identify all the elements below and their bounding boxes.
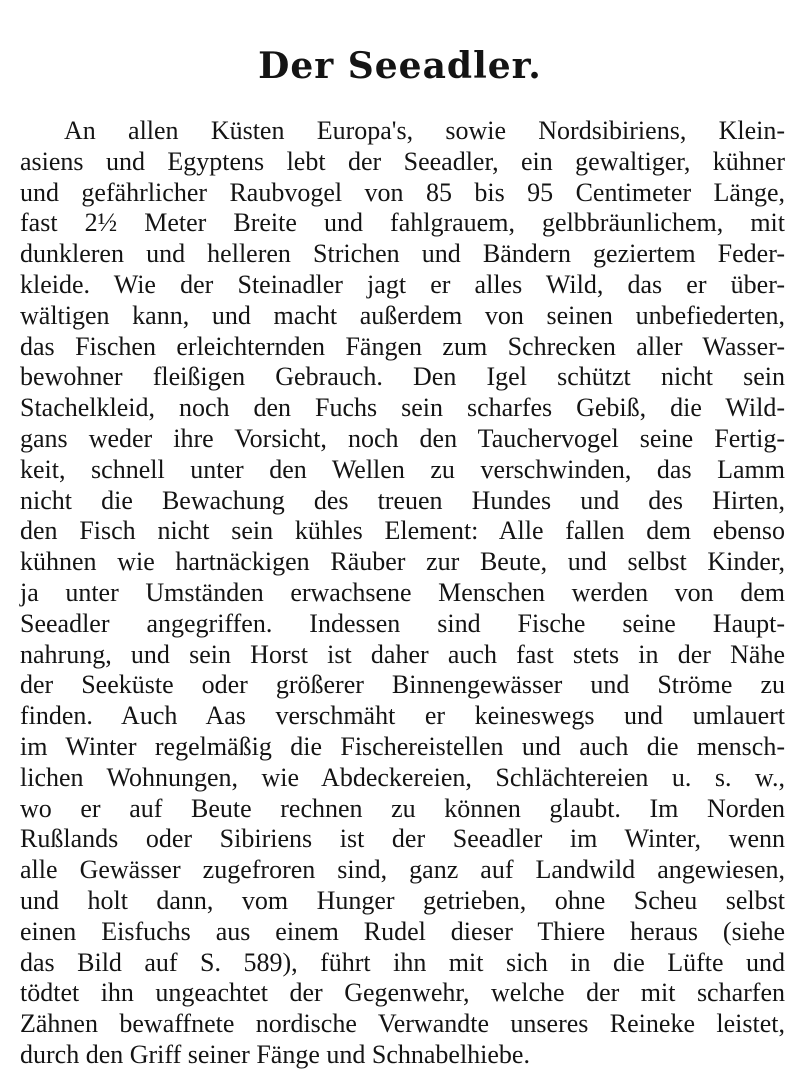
text-line: kühnen wie hartnäckigen Räuber zur Beute, und selbst Kinder, [20,547,785,577]
text-line: lichen Wohnungen, wie Abdeckereien, Schlächtereien u. s. w., [20,762,785,792]
text-line: das Bild auf S. 589), führt ihn mit sich in die Lüfte und [20,947,785,977]
text-line: nicht die Bewachung des treuen Hundes und des Hirten, [20,485,785,515]
text-line: im Winter regelmäßig die Fischereistellen und auch die mensch- [20,731,785,761]
text-line: das Fischen erleichternden Fängen zum Schrecken aller Wasser- [20,331,785,361]
text-line: dunkleren und helleren Strichen und Bändern geziertem Feder- [20,239,785,269]
text-line: tödtet ihn ungeachtet der Gegenwehr, welche der mit scharfen [20,978,785,1008]
text-line: finden. Auch Aas verschmäht er keineswegs und umlauert [20,701,785,731]
text-line: gans weder ihre Vorsicht, noch den Tauchervogel seine Fertig- [20,423,785,453]
text-line: wo er auf Beute rechnen zu können glaubt. Im Norden [20,793,785,823]
text-line: nahrung, und sein Horst ist daher auch fast stets in der Nähe [20,639,785,669]
text-line: und gefährlicher Raubvogel von 85 bis 95 Centimeter Länge, [20,177,785,207]
text-line: alle Gewässer zugefroren sind, ganz auf Landwild angewiesen, [20,855,785,885]
text-line: bewohner fleißigen Gebrauch. Den Igel schützt nicht sein [20,362,785,392]
body-paragraph [20,116,785,1071]
text-line: fast 2½ Meter Breite und fahlgrauem, gelbbräunlichem, mit [20,208,785,238]
text-line: ja unter Umständen erwachsene Menschen werden von dem [20,577,785,607]
text-line: An allen Küsten Europa's, sowie Nordsibiriens, Klein- [64,116,785,145]
text-line: Seeadler angegriffen. Indessen sind Fische seine Haupt- [20,608,785,638]
page-title: Der Seeadler. [258,45,542,88]
text-line: der Seeküste oder größerer Binnengewässer und Ströme zu [20,670,785,700]
text-line: kleide. Wie der Steinadler jagt er alles Wild, das er über- [20,269,785,299]
text-line: Rußlands oder Sibiriens ist der Seeadler im Winter, wenn [20,824,785,854]
text-line: wältigen kann, und macht außerdem von seinen unbefiederten, [20,300,785,330]
text-line: Stachelkleid, noch den Fuchs sein scharfes Gebiß, die Wild- [20,393,785,423]
text-line: und holt dann, vom Hunger getrieben, ohne Scheu selbst [20,885,785,915]
text-line: asiens und Egyptens lebt der Seeadler, ein gewaltiger, kühner [20,146,785,176]
text-line: Zähnen bewaffnete nordische Verwandte unseres Reineke leistet, [20,1009,785,1039]
text-line: einen Eisfuchs aus einem Rudel dieser Thiere heraus (siehe [20,916,785,946]
text-line: durch den Griff seiner Fänge und Schnabelhiebe. [20,1039,530,1069]
text-line: keit, schnell unter den Wellen zu verschwinden, das Lamm [20,454,785,484]
text-line: den Fisch nicht sein kühles Element: Alle fallen dem ebenso [20,516,785,546]
